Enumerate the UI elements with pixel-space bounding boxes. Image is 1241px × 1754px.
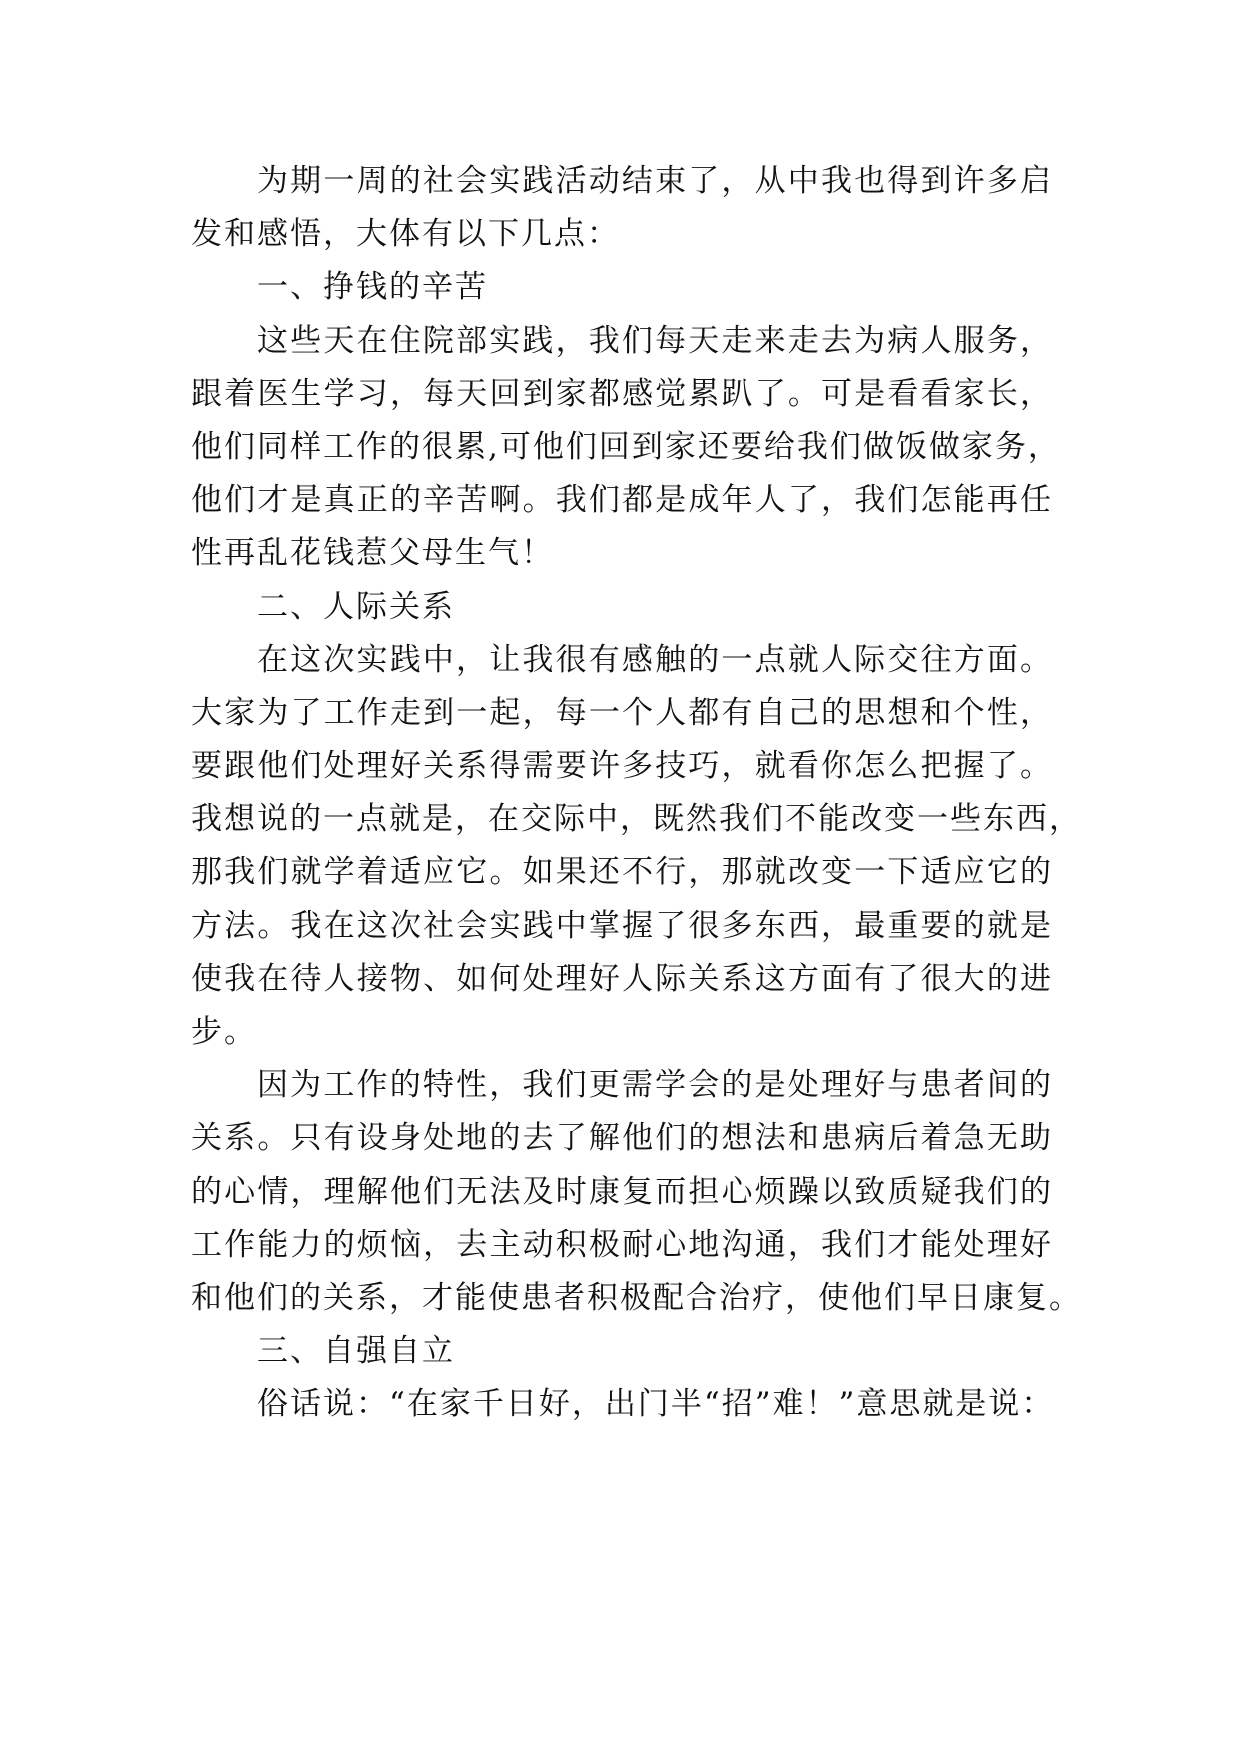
text-line: 工作能力的烦恼，去主动积极耐心地沟通，我们才能处理好 [191,1226,1053,1263]
text-line: 跟着医生学习，每天回到家都感觉累趴了。可是看看家长， [191,375,1053,412]
document-body [191,155,1082,1432]
text-line: 这些天在住院部实践，我们每天走来走去为病人服务， [257,322,1053,359]
section-heading: 二、人际关系 [257,588,455,625]
text-line: 俗话说：“在家千日好，出门半“招”难！”意思就是说： [257,1386,1055,1423]
text-line: 使我在待人接物、如何处理好人际关系这方面有了很大的进 [191,960,1053,997]
section-heading: 三、自强自立 [257,1333,455,1370]
text-line: 为期一周的社会实践活动结束了，从中我也得到许多启 [257,163,1053,199]
text-line: 我想说的一点就是，在交际中，既然我们不能改变一些东西， [191,801,1082,838]
text-line: 因为工作的特性，我们更需学会的是处理好与患者间的 [257,1067,1053,1104]
text-line: 那我们就学着适应它。如果还不行，那就改变一下适应它的 [191,854,1053,891]
text-line: 发和感悟，大体有以下几点： [191,216,620,253]
text-line: 要跟他们处理好关系得需要许多技巧，就看你怎么把握了。 [191,748,1053,785]
text-line: 和他们的关系，才能使患者积极配合治疗，使他们早日康复。 [191,1279,1082,1316]
text-line: 他们同样工作的很累,可他们回到家还要给我们做饭做家务， [191,428,1061,465]
text-line: 方法。我在这次社会实践中掌握了很多东西，最重要的就是 [191,907,1053,944]
text-line: 大家为了工作走到一起，每一个人都有自己的思想和个性， [191,694,1053,731]
text-line: 他们才是真正的辛苦啊。我们都是成年人了，我们怎能再任 [191,482,1053,519]
text-line: 在这次实践中，让我很有感触的一点就人际交往方面。 [257,641,1053,678]
text-line: 的心情，理解他们无法及时康复而担心烦躁以致质疑我们的 [191,1173,1053,1210]
text-line: 步。 [191,1014,257,1050]
section-heading: 一、挣钱的辛苦 [257,269,488,306]
text-line: 性再乱花钱惹父母生气！ [191,535,554,572]
text-line: 关系。只有设身处地的去了解他们的想法和患病后着急无助 [191,1120,1053,1157]
